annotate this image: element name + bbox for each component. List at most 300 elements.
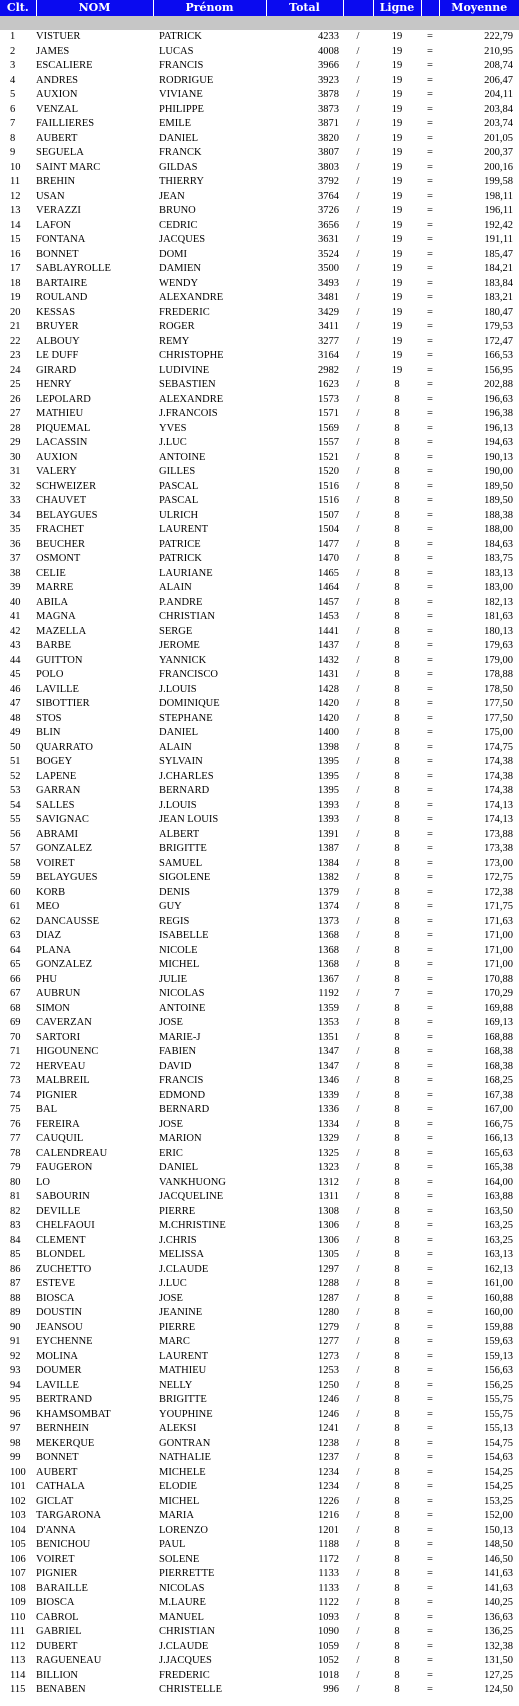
cell-moyenne: 173,38: [484, 843, 513, 855]
cell-rank: 31: [10, 466, 21, 478]
cell-slash: /: [356, 118, 360, 130]
cell-rank: 70: [10, 1031, 21, 1043]
cell-moyenne: 163,25: [484, 1220, 513, 1232]
cell-total: 1122: [318, 1597, 339, 1609]
cell-nom: CHELFAOUI: [36, 1220, 95, 1232]
cell-prenom: CHRISTIAN: [159, 611, 216, 623]
cell-nom: DEVILLE: [36, 1205, 81, 1217]
table-row: [0, 857, 519, 872]
cell-slash: /: [356, 1684, 360, 1696]
cell-equals: =: [427, 118, 433, 130]
cell-nom: VENZAL: [36, 103, 78, 115]
cell-nom: BIOSCA: [36, 1292, 75, 1304]
cell-moyenne: 132,38: [484, 1640, 513, 1652]
cell-nom: ALBOUY: [36, 335, 80, 347]
table-row: [0, 886, 519, 901]
cell-nom: ROULAND: [36, 292, 88, 304]
cell-total: 1432: [318, 654, 339, 666]
cell-moyenne: 171,00: [484, 959, 513, 971]
cell-nom: BLIN: [36, 727, 61, 739]
cell-ligne: 8: [394, 886, 400, 898]
cell-moyenne: 200,37: [484, 147, 513, 159]
cell-prenom: J.FRANCOIS: [159, 408, 218, 420]
cell-prenom: FABIEN: [159, 1046, 197, 1058]
cell-equals: =: [427, 886, 433, 898]
cell-equals: =: [427, 45, 433, 57]
cell-equals: =: [427, 451, 433, 463]
cell-nom: SABOURIN: [36, 1191, 90, 1203]
table-row: [0, 451, 519, 466]
cell-equals: =: [427, 1147, 433, 1159]
cell-total: 1323: [318, 1162, 339, 1174]
cell-slash: /: [356, 408, 360, 420]
cell-nom: VOIRET: [36, 857, 75, 869]
cell-rank: 3: [10, 60, 16, 72]
cell-slash: /: [356, 292, 360, 304]
cell-moyenne: 206,47: [484, 74, 513, 86]
cell-moyenne: 185,47: [484, 248, 513, 260]
cell-equals: =: [427, 480, 433, 492]
cell-moyenne: 154,25: [484, 1481, 513, 1493]
cell-total: 3873: [318, 103, 339, 115]
cell-nom: PIGNIER: [36, 1568, 78, 1580]
cell-moyenne: 172,47: [484, 335, 513, 347]
cell-total: 1431: [318, 669, 339, 681]
cell-equals: =: [427, 1075, 433, 1087]
table-row: [0, 1625, 519, 1640]
cell-moyenne: 203,84: [484, 103, 513, 115]
cell-slash: /: [356, 1466, 360, 1478]
cell-nom: MATHIEU: [36, 408, 84, 420]
cell-slash: /: [356, 1640, 360, 1652]
cell-nom: CABROL: [36, 1611, 79, 1623]
cell-equals: =: [427, 669, 433, 681]
cell-rank: 60: [10, 886, 21, 898]
cell-rank: 102: [10, 1495, 26, 1507]
cell-total: 1453: [318, 611, 339, 623]
cell-total: 1216: [318, 1510, 339, 1522]
cell-prenom: FRANCISCO: [159, 669, 218, 681]
cell-rank: 10: [10, 161, 21, 173]
cell-ligne: 8: [394, 828, 400, 840]
cell-ligne: 8: [394, 741, 400, 753]
table-row: [0, 378, 519, 393]
table-row: [0, 944, 519, 959]
cell-moyenne: 141,63: [484, 1568, 513, 1580]
cell-moyenne: 177,50: [484, 698, 513, 710]
table-row: [0, 146, 519, 161]
table-row: [0, 364, 519, 379]
cell-ligne: 19: [391, 118, 403, 130]
cell-rank: 48: [10, 712, 21, 724]
cell-ligne: 8: [394, 1249, 400, 1261]
cell-moyenne: 174,13: [484, 799, 513, 811]
cell-total: 1379: [318, 886, 339, 898]
cell-ligne: 19: [391, 190, 403, 202]
table-row: [0, 161, 519, 176]
cell-slash: /: [356, 886, 360, 898]
cell-total: 1391: [318, 828, 339, 840]
cell-equals: =: [427, 190, 433, 202]
cell-total: 1325: [318, 1147, 339, 1159]
cell-moyenne: 163,13: [484, 1249, 513, 1261]
cell-prenom: SAMUEL: [159, 857, 203, 869]
cell-ligne: 7: [394, 988, 400, 1000]
cell-slash: /: [356, 1133, 360, 1145]
cell-total: 1367: [318, 973, 339, 985]
cell-nom: LAPENE: [36, 770, 77, 782]
cell-equals: =: [427, 1292, 433, 1304]
cell-nom: D'ANNA: [36, 1524, 76, 1536]
cell-prenom: JOSE: [159, 1292, 183, 1304]
header-ligne: Ligne: [373, 0, 421, 16]
cell-slash: /: [356, 553, 360, 565]
cell-total: 1273: [318, 1350, 339, 1362]
cell-slash: /: [356, 234, 360, 246]
cell-slash: /: [356, 712, 360, 724]
cell-prenom: FREDERIC: [159, 1669, 210, 1681]
cell-slash: /: [356, 1495, 360, 1507]
table-row: [0, 88, 519, 103]
cell-slash: /: [356, 828, 360, 840]
table-row: [0, 1132, 519, 1147]
cell-total: 1277: [318, 1336, 339, 1348]
cell-nom: HENRY: [36, 379, 72, 391]
table-row: [0, 219, 519, 234]
cell-prenom: J.LOUIS: [159, 799, 197, 811]
cell-total: 1465: [318, 567, 339, 579]
table-row: [0, 581, 519, 596]
cell-slash: /: [356, 132, 360, 144]
cell-nom: JAMES: [36, 45, 70, 57]
cell-equals: =: [427, 234, 433, 246]
cell-total: 3631: [318, 234, 339, 246]
cell-prenom: ANTOINE: [159, 451, 206, 463]
cell-moyenne: 170,29: [484, 988, 513, 1000]
cell-slash: /: [356, 509, 360, 521]
cell-nom: SEGUELA: [36, 147, 84, 159]
cell-total: 1237: [318, 1452, 339, 1464]
cell-equals: =: [427, 147, 433, 159]
cell-slash: /: [356, 1263, 360, 1275]
cell-rank: 38: [10, 567, 21, 579]
cell-equals: =: [427, 756, 433, 768]
cell-equals: =: [427, 393, 433, 405]
cell-equals: =: [427, 741, 433, 753]
cell-ligne: 8: [394, 1684, 400, 1696]
cell-ligne: 8: [394, 1655, 400, 1667]
cell-ligne: 8: [394, 973, 400, 985]
cell-rank: 47: [10, 698, 21, 710]
cell-equals: =: [427, 538, 433, 550]
cell-nom: ANDRES: [36, 74, 79, 86]
cell-slash: /: [356, 31, 360, 43]
table-row: [0, 204, 519, 219]
cell-equals: =: [427, 1089, 433, 1101]
cell-nom: AUBRUN: [36, 988, 81, 1000]
cell-prenom: J.CHARLES: [159, 770, 214, 782]
header-total: Total: [266, 0, 343, 16]
cell-slash: /: [356, 335, 360, 347]
cell-total: 1234: [318, 1481, 339, 1493]
cell-prenom: FRANCIS: [159, 60, 204, 72]
cell-ligne: 8: [394, 1321, 400, 1333]
cell-total: 1308: [318, 1205, 339, 1217]
cell-moyenne: 208,74: [484, 60, 513, 72]
cell-slash: /: [356, 277, 360, 289]
cell-nom: SIMON: [36, 1002, 70, 1014]
cell-total: 3277: [318, 335, 339, 347]
cell-slash: /: [356, 1046, 360, 1058]
cell-rank: 66: [10, 973, 21, 985]
cell-slash: /: [356, 1089, 360, 1101]
cell-moyenne: 179,63: [484, 640, 513, 652]
cell-equals: =: [427, 466, 433, 478]
cell-prenom: FRANCIS: [159, 1075, 204, 1087]
cell-rank: 72: [10, 1060, 21, 1072]
cell-moyenne: 189,50: [484, 480, 513, 492]
table-row: [0, 1422, 519, 1437]
cell-ligne: 8: [394, 930, 400, 942]
cell-ligne: 8: [394, 1452, 400, 1464]
cell-moyenne: 183,75: [484, 553, 513, 565]
table-row: [0, 973, 519, 988]
cell-prenom: THIERRY: [159, 176, 204, 188]
cell-slash: /: [356, 1452, 360, 1464]
cell-total: 3726: [318, 205, 339, 217]
cell-total: 4233: [318, 31, 339, 43]
cell-rank: 1: [10, 31, 16, 43]
cell-rank: 22: [10, 335, 21, 347]
cell-slash: /: [356, 625, 360, 637]
cell-rank: 41: [10, 611, 21, 623]
cell-moyenne: 156,25: [484, 1379, 513, 1391]
cell-prenom: ALEXANDRE: [159, 292, 224, 304]
cell-moyenne: 159,63: [484, 1336, 513, 1348]
cell-rank: 83: [10, 1220, 21, 1232]
table-row: [0, 1002, 519, 1017]
cell-equals: =: [427, 350, 433, 362]
cell-rank: 69: [10, 1017, 21, 1029]
cell-nom: AUXION: [36, 451, 78, 463]
cell-moyenne: 150,13: [484, 1524, 513, 1536]
cell-slash: /: [356, 683, 360, 695]
cell-total: 1250: [318, 1379, 339, 1391]
cell-prenom: LAURENT: [159, 524, 208, 536]
cell-total: 1347: [318, 1060, 339, 1072]
cell-rank: 4: [10, 74, 16, 86]
cell-equals: =: [427, 596, 433, 608]
cell-rank: 43: [10, 640, 21, 652]
cell-slash: /: [356, 988, 360, 1000]
cell-total: 1238: [318, 1437, 339, 1449]
cell-prenom: SIGOLENE: [159, 872, 211, 884]
cell-nom: VISTUER: [36, 31, 81, 43]
cell-prenom: NICOLE: [159, 944, 198, 956]
cell-ligne: 8: [394, 1205, 400, 1217]
table-row: [0, 1582, 519, 1597]
table-row: [0, 175, 519, 190]
cell-total: 1347: [318, 1046, 339, 1058]
cell-moyenne: 174,38: [484, 770, 513, 782]
cell-prenom: NICOLAS: [159, 988, 205, 1000]
cell-moyenne: 154,75: [484, 1437, 513, 1449]
cell-prenom: SYLVAIN: [159, 756, 203, 768]
cell-equals: =: [427, 60, 433, 72]
table-row: [0, 741, 519, 756]
cell-prenom: JOSE: [159, 1118, 183, 1130]
cell-slash: /: [356, 1162, 360, 1174]
cell-ligne: 8: [394, 1336, 400, 1348]
cell-nom: DOUMER: [36, 1365, 82, 1377]
cell-rank: 32: [10, 480, 21, 492]
cell-slash: /: [356, 176, 360, 188]
cell-prenom: YANNICK: [159, 654, 207, 666]
cell-total: 1279: [318, 1321, 339, 1333]
cell-slash: /: [356, 495, 360, 507]
cell-ligne: 19: [391, 147, 403, 159]
cell-moyenne: 196,11: [484, 205, 513, 217]
cell-ligne: 8: [394, 625, 400, 637]
cell-slash: /: [356, 1292, 360, 1304]
cell-total: 3656: [318, 219, 339, 231]
cell-slash: /: [356, 306, 360, 318]
cell-slash: /: [356, 1423, 360, 1435]
table-row: [0, 248, 519, 263]
cell-prenom: BRUNO: [159, 205, 196, 217]
cell-rank: 55: [10, 814, 21, 826]
cell-moyenne: 156,63: [484, 1365, 513, 1377]
cell-rank: 8: [10, 132, 16, 144]
cell-nom: PIQUEMAL: [36, 422, 91, 434]
cell-slash: /: [356, 1582, 360, 1594]
cell-ligne: 8: [394, 901, 400, 913]
cell-prenom: NATHALIE: [159, 1452, 211, 1464]
cell-equals: =: [427, 161, 433, 173]
cell-equals: =: [427, 335, 433, 347]
cell-equals: =: [427, 1394, 433, 1406]
cell-total: 1253: [318, 1365, 339, 1377]
cell-ligne: 8: [394, 683, 400, 695]
cell-ligne: 19: [391, 263, 403, 275]
cell-ligne: 8: [394, 1234, 400, 1246]
cell-total: 1398: [318, 741, 339, 753]
cell-nom: POLO: [36, 669, 64, 681]
cell-nom: FONTANA: [36, 234, 86, 246]
cell-ligne: 8: [394, 553, 400, 565]
cell-prenom: FREDERIC: [159, 306, 210, 318]
cell-moyenne: 200,16: [484, 161, 513, 173]
cell-nom: CALENDREAU: [36, 1147, 108, 1159]
cell-nom: VALERY: [36, 466, 77, 478]
cell-nom: LACASSIN: [36, 437, 88, 449]
table-row: [0, 1524, 519, 1539]
table-row: [0, 465, 519, 480]
cell-slash: /: [356, 219, 360, 231]
cell-moyenne: 194,63: [484, 437, 513, 449]
cell-moyenne: 155,13: [484, 1423, 513, 1435]
cell-rank: 115: [10, 1684, 26, 1696]
cell-equals: =: [427, 1568, 433, 1580]
cell-prenom: M.LAURE: [159, 1597, 206, 1609]
cell-ligne: 8: [394, 1408, 400, 1420]
cell-moyenne: 169,88: [484, 1002, 513, 1014]
cell-ligne: 8: [394, 1379, 400, 1391]
cell-total: 1052: [318, 1655, 339, 1667]
table-row: [0, 1408, 519, 1423]
cell-moyenne: 182,13: [484, 596, 513, 608]
cell-prenom: BERNARD: [159, 1104, 210, 1116]
table-row: [0, 1553, 519, 1568]
cell-equals: =: [427, 1524, 433, 1536]
cell-prenom: GILLES: [159, 466, 196, 478]
table-row: [0, 320, 519, 335]
cell-rank: 26: [10, 393, 21, 405]
table-row: [0, 1364, 519, 1379]
cell-moyenne: 166,53: [484, 350, 513, 362]
cell-ligne: 8: [394, 756, 400, 768]
cell-total: 1521: [318, 451, 339, 463]
table-row: [0, 523, 519, 538]
cell-rank: 98: [10, 1437, 21, 1449]
cell-nom: HIGOUNENC: [36, 1046, 99, 1058]
cell-prenom: JEAN: [159, 190, 185, 202]
cell-moyenne: 203,74: [484, 118, 513, 130]
cell-equals: =: [427, 1263, 433, 1275]
table-row: [0, 494, 519, 509]
cell-prenom: DENIS: [159, 886, 190, 898]
cell-ligne: 8: [394, 1075, 400, 1087]
cell-rank: 30: [10, 451, 21, 463]
cell-nom: SCHWEIZER: [36, 480, 97, 492]
cell-nom: SABLAYROLLE: [36, 263, 111, 275]
cell-prenom: J.LOUIS: [159, 683, 197, 695]
cell-slash: /: [356, 930, 360, 942]
cell-equals: =: [427, 89, 433, 101]
cell-rank: 52: [10, 770, 21, 782]
cell-total: 3807: [318, 147, 339, 159]
cell-ligne: 8: [394, 1553, 400, 1565]
cell-nom: GIRARD: [36, 364, 77, 376]
cell-nom: BENABEN: [36, 1684, 86, 1696]
cell-rank: 109: [10, 1597, 26, 1609]
cell-equals: =: [427, 944, 433, 956]
cell-moyenne: 163,88: [484, 1191, 513, 1203]
cell-rank: 20: [10, 306, 21, 318]
cell-total: 1246: [318, 1394, 339, 1406]
cell-slash: /: [356, 1234, 360, 1246]
cell-ligne: 8: [394, 1104, 400, 1116]
cell-equals: =: [427, 843, 433, 855]
cell-rank: 53: [10, 785, 21, 797]
cell-rank: 96: [10, 1408, 21, 1420]
cell-equals: =: [427, 1336, 433, 1348]
cell-prenom: ALBERT: [159, 828, 200, 840]
cell-moyenne: 146,50: [484, 1553, 513, 1565]
cell-equals: =: [427, 292, 433, 304]
table-row: [0, 1190, 519, 1205]
cell-prenom: RODRIGUE: [159, 74, 214, 86]
cell-moyenne: 192,42: [484, 219, 513, 231]
cell-equals: =: [427, 1452, 433, 1464]
cell-total: 1133: [318, 1568, 339, 1580]
cell-prenom: MARIE-J: [159, 1031, 201, 1043]
header-clt: Clt.: [0, 0, 36, 16]
cell-moyenne: 191,11: [484, 234, 513, 246]
cell-moyenne: 188,00: [484, 524, 513, 536]
cell-moyenne: 127,25: [484, 1669, 513, 1681]
cell-nom: FAILLIERES: [36, 118, 95, 130]
